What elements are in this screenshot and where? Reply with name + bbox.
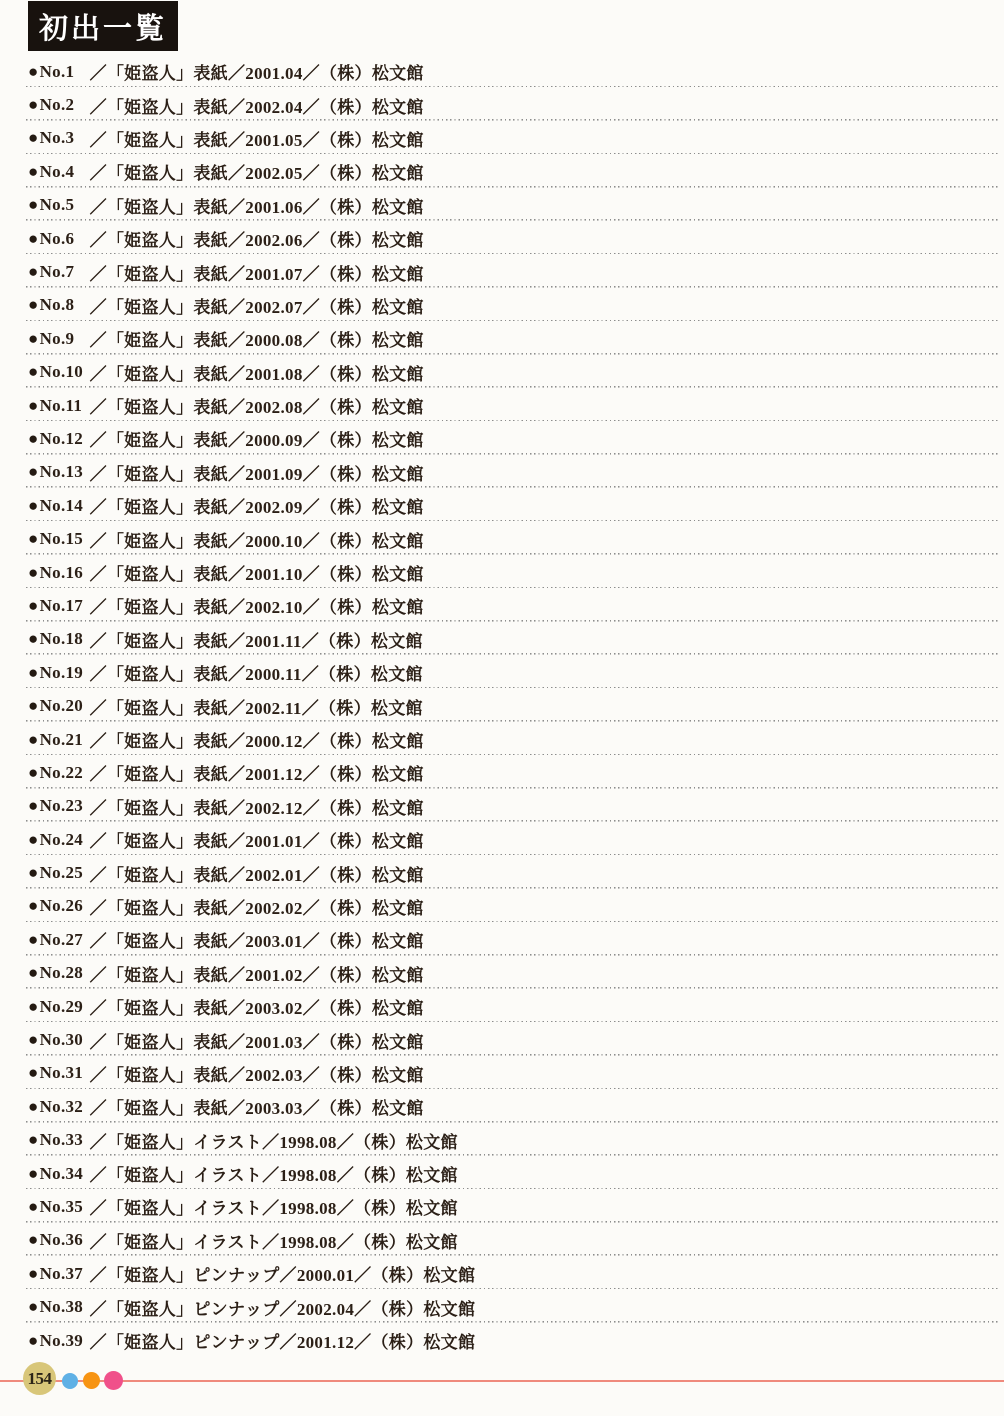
entry-text: ／「姫盗人」ピンナップ／2002.04／（株）松文館 [89,1299,476,1319]
entry-text: ／「姫盗人」表紙／2003.01／（株）松文館 [89,932,424,952]
entry-text: ／「姫盗人」表紙／2000.12／（株）松文館 [89,732,424,751]
bullet-icon: ● [28,829,39,849]
bullet-icon: ● [28,863,39,883]
page-number: 154 [27,1368,52,1388]
credit-row [28,990,1000,1023]
credit-row [28,422,1000,455]
entry-text: ／「姫盗人」表紙／2001.09／（株）松文館 [89,464,424,484]
entry-number: No.6 [39,228,75,248]
credit-row [28,1290,1000,1323]
entry-text: ／「姫盗人」表紙／2002.01／（株）松文館 [89,865,424,885]
credit-row [28,723,1000,756]
entry-text: ／「姫盗人」イラスト／1998.08／（株）松文館 [89,1166,458,1186]
entry-text: ／「姫盗人」ピンナップ／2001.12／（株）松文館 [89,1333,476,1353]
credit-row [28,957,1000,990]
entry-number: No.37 [39,1263,84,1283]
entry-text: ／「姫盗人」表紙／2001.01／（株）松文館 [89,832,424,852]
entry-number: No.18 [39,629,84,649]
credit-row [28,389,1000,422]
entry-text: ／「姫盗人」イラスト／1998.08／（株）松文館 [89,1132,458,1152]
credit-row [28,322,1000,355]
entry-text: ／「姫盗人」表紙／2002.12／（株）松文館 [89,798,424,818]
bullet-icon: ● [28,95,39,115]
entry-number: No.31 [39,1063,84,1083]
bullet-icon: ● [28,1096,39,1116]
credit-row [28,556,1000,589]
entry-text: ／「姫盗人」表紙／2001.06／（株）松文館 [89,197,424,217]
entry-number: No.24 [39,829,84,849]
entry-number: No.5 [39,195,75,215]
entry-text: ／「姫盗人」表紙／2002.07／（株）松文館 [89,297,424,317]
credit-row [28,1224,1000,1257]
credit-row [28,890,1000,923]
entry-number: No.25 [39,863,84,883]
bullet-icon: ● [28,629,39,649]
entry-number: No.28 [39,963,84,983]
bullet-icon: ● [28,1196,39,1216]
blue-dot-icon [62,1373,78,1389]
bullet-icon: ● [28,696,39,716]
bullet-icon: ● [28,1297,39,1317]
entry-number: No.34 [39,1163,84,1183]
bullet-icon: ● [28,362,39,382]
entry-number: No.7 [39,262,75,282]
credit-row [28,756,1000,789]
entry-number: No.11 [39,395,83,415]
credit-row [28,689,1000,722]
bullet-icon: ● [28,1230,39,1250]
bullet-icon: ● [28,1330,39,1350]
entry-text: ／「姫盗人」ピンナップ／2000.01／（株）松文館 [89,1266,476,1286]
bullet-icon: ● [28,1130,39,1150]
entry-text: ／「姫盗人」表紙／2001.10／（株）松文館 [89,565,424,585]
entry-number: No.39 [39,1330,84,1350]
entry-number: No.13 [39,462,84,482]
entry-text: ／「姫盗人」イラスト／1998.08／（株）松文館 [89,1232,458,1252]
entry-text: ／「姫盗人」表紙／2002.09／（株）松文館 [89,498,424,518]
bullet-icon: ● [28,495,39,515]
footer-rule [0,1380,1004,1382]
entry-text: ／「姫盗人」表紙／2000.09／（株）松文館 [89,431,424,451]
credit-row [28,1057,1000,1090]
entry-text: ／「姫盗人」表紙／2002.02／（株）松文館 [89,898,424,918]
credit-row [28,923,1000,956]
credit-row [28,1023,1000,1056]
entry-text: ／「姫盗人」表紙／2002.10／（株）松文館 [89,598,424,618]
page-title: 初出一覧 [38,12,167,45]
entry-text: ／「姫盗人」表紙／2000.11／（株）松文館 [89,665,423,685]
credit-row [28,456,1000,489]
credit-row [28,823,1000,856]
bullet-icon: ● [28,896,39,916]
credit-row [28,489,1000,522]
credit-row [28,289,1000,322]
entry-text: ／「姫盗人」表紙／2002.11／（株）松文館 [89,698,423,718]
bullet-icon: ● [28,61,39,81]
credit-row [28,522,1000,555]
entry-number: No.32 [39,1096,84,1116]
pink-dot-icon [104,1371,123,1390]
credit-row [28,189,1000,222]
bullet-icon: ● [28,262,39,282]
entry-number: No.8 [39,295,75,315]
entry-number: No.38 [39,1297,84,1317]
credit-row [28,1124,1000,1157]
entry-text: ／「姫盗人」表紙／2002.08／（株）松文館 [89,398,424,418]
entry-number: No.23 [39,796,84,816]
entry-text: ／「姫盗人」表紙／2001.12／（株）松文館 [89,765,424,785]
entry-number: No.26 [39,896,84,916]
bullet-icon: ● [28,1163,39,1183]
entry-number: No.14 [39,495,84,515]
credit-row [28,155,1000,188]
entry-text: ／「姫盗人」表紙／2003.03／（株）松文館 [89,1099,424,1119]
bullet-icon: ● [28,796,39,816]
credit-row [28,656,1000,689]
bullet-icon: ● [28,395,39,415]
entry-number: No.29 [39,996,84,1016]
credit-row [28,55,1000,88]
entry-text: ／「姫盗人」表紙／2002.05／（株）松文館 [89,164,424,184]
entry-number: No.20 [39,696,84,716]
credit-row [28,623,1000,656]
bullet-icon: ● [28,428,39,448]
credit-row [28,589,1000,622]
credit-row [28,790,1000,823]
credit-row [28,1157,1000,1190]
bullet-icon: ● [28,762,39,782]
page-title-box [28,1,178,51]
entry-number: No.22 [39,762,84,782]
entry-text: ／「姫盗人」表紙／2002.03／（株）松文館 [89,1065,424,1085]
entry-number: No.3 [39,128,75,148]
credit-row [28,1324,1000,1357]
entry-text: ／「姫盗人」表紙／2001.04／（株）松文館 [89,64,424,84]
entry-number: No.30 [39,1030,84,1050]
credit-row [28,1090,1000,1123]
bullet-icon: ● [28,195,39,215]
entry-number: No.36 [39,1230,84,1250]
entry-number: No.33 [39,1130,84,1150]
entry-number: No.1 [39,61,75,81]
credits-list [28,55,1000,1357]
entry-text: ／「姫盗人」表紙／2002.06／（株）松文館 [89,231,424,251]
entry-number: No.15 [39,529,84,549]
entry-text: ／「姫盗人」表紙／2001.05／（株）松文館 [89,130,424,150]
entry-text: ／「姫盗人」表紙／2001.02／（株）松文館 [89,965,424,985]
bullet-icon: ● [28,996,39,1016]
bullet-icon: ● [28,1063,39,1083]
bullet-icon: ● [28,1030,39,1050]
credit-row [28,222,1000,255]
bullet-icon: ● [28,295,39,315]
bullet-icon: ● [28,963,39,983]
credit-row [28,122,1000,155]
bullet-icon: ● [28,929,39,949]
bullet-icon: ● [28,328,39,348]
entry-number: No.27 [39,929,84,949]
bullet-icon: ● [28,462,39,482]
page-number-badge [23,1362,56,1395]
entry-text: ／「姫盗人」表紙／2000.08／（株）松文館 [89,331,424,351]
entry-text: ／「姫盗人」表紙／2003.02／（株）松文館 [89,999,424,1019]
entry-number: No.19 [39,662,84,682]
entry-number: No.21 [39,729,84,749]
bullet-icon: ● [28,729,39,749]
credit-row [28,356,1000,389]
credit-row [28,88,1000,121]
bullet-icon: ● [28,662,39,682]
entry-number: No.12 [39,428,84,448]
entry-number: No.35 [39,1196,84,1216]
bullet-icon: ● [28,562,39,582]
bullet-icon: ● [28,228,39,248]
entry-number: No.4 [39,161,75,181]
bullet-icon: ● [28,529,39,549]
orange-dot-icon [83,1372,100,1389]
bullet-icon: ● [28,1263,39,1283]
credit-row [28,1190,1000,1223]
bullet-icon: ● [28,161,39,181]
credit-row [28,1257,1000,1290]
credit-row [28,856,1000,889]
entry-text: ／「姫盗人」表紙／2001.08／（株）松文館 [89,364,424,384]
entry-text: ／「姫盗人」表紙／2002.04／（株）松文館 [89,97,424,117]
entry-text: ／「姫盗人」表紙／2000.10／（株）松文館 [89,531,424,551]
entry-number: No.9 [39,328,75,348]
entry-number: No.17 [39,595,84,615]
entry-text: ／「姫盗人」表紙／2001.11／（株）松文館 [89,631,423,651]
entry-text: ／「姫盗人」表紙／2001.03／（株）松文館 [89,1032,424,1052]
bullet-icon: ● [28,128,39,148]
bullet-icon: ● [28,595,39,615]
entry-number: No.2 [39,95,75,115]
entry-text: ／「姫盗人」イラスト／1998.08／（株）松文館 [89,1199,458,1219]
entry-number: No.16 [39,562,84,582]
entry-text: ／「姫盗人」表紙／2001.07／（株）松文館 [89,264,424,284]
entry-number: No.10 [39,362,84,382]
credit-row [28,255,1000,288]
